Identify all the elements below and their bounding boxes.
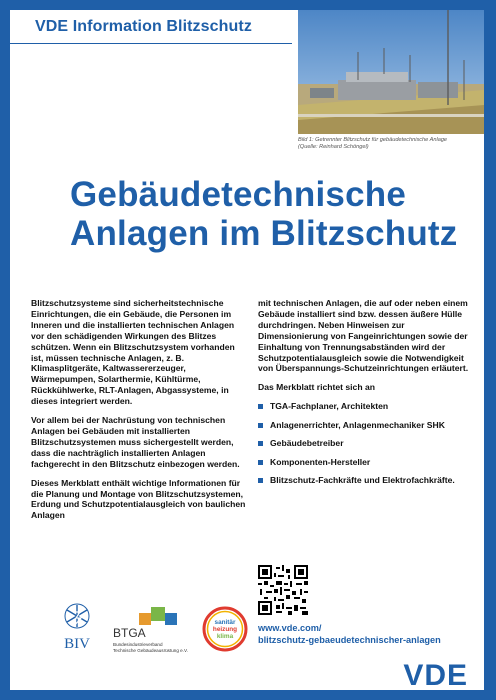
- header-bar: [10, 10, 292, 44]
- bullet-icon: [258, 441, 263, 446]
- biv-logo: [56, 600, 98, 656]
- svg-text:Technische Gebäudeausrüstung e: Technische Gebäudeausrüstung e.V.: [113, 648, 188, 653]
- vde-brand-logo: VDE: [403, 659, 468, 690]
- right-column: [258, 298, 470, 494]
- left-paragraph-2: Vor allem bei der Nachrüstung von technischen Anlagen bei Gebäuden mit installierten Blitzschutzsystemen muss sichergestellt werden, dass die nachträglich installierten Anlagen fachgerecht in den Blitzschutz einbezogen werden.: [31, 415, 240, 469]
- info-link[interactable]: [258, 622, 441, 646]
- main-title: [70, 175, 480, 253]
- list-item: Blitzschutz-Fachkräfte und Elektrofachkräfte.: [258, 475, 470, 486]
- audience-list: [258, 401, 470, 486]
- svg-text:sanitär: sanitär: [214, 619, 236, 626]
- bullet-icon: [258, 423, 263, 428]
- right-paragraph-1: mit technischen Anlagen, die auf oder neben einem Gebäude installiert sind bzw. dessen äußere Hülle durchdringen. Neben Hinweisen zur Dimensionierung von Fangeinrichtungen sowie der Einhaltung von Trennungsabständen wird der Schutzpotentialausgleich sowie die Notwendigkeit von Überspannungs-Schutzeinrichtungen erläutert.: [258, 298, 469, 374]
- svg-text:BTGA: BTGA: [113, 626, 146, 640]
- header-title: VDE Information Blitzschutz: [35, 18, 252, 35]
- svg-text:Bundesindustrieverband: Bundesindustrieverband: [113, 642, 163, 647]
- left-paragraph-1: Blitzschutzsysteme sind sicherheitstechnische Einrichtungen, die ein Gebäude, die Personen im Inneren und die installierten technischen Anlagen vor den schädigenden Wirkungen des Blitzes schützen. Wenn ein Blitzschutzsystem vorhanden ist, müssen technische Anlagen, z. B. Klimasplitgeräte, Kaltwassererzeuger, Wärmepumpen, Solarthermie, Kühltürme, Rückkühlwerke, RLT-Anlagen, Abgassysteme, in dieses integriert werden.: [31, 298, 235, 407]
- list-item: Gebäudebetreiber: [258, 438, 470, 449]
- svg-text:heizung: heizung: [212, 626, 238, 633]
- svg-text:klima: klima: [216, 633, 234, 640]
- document-page: [10, 10, 484, 690]
- photo-caption: [298, 137, 478, 151]
- btga-logo: [113, 607, 203, 657]
- caption-line-2: (Quelle: Reinhard Schöngel): [298, 144, 369, 150]
- qr-code-icon[interactable]: [258, 565, 308, 615]
- caption-line-1: Bild 1: Getrennter Blitzschutz für gebäudetechnische Anlage: [298, 137, 448, 143]
- bullet-icon: [258, 478, 263, 483]
- list-item: Anlagenerrichter, Anlagenmechaniker SHK: [258, 420, 470, 431]
- list-item: Komponenten-Hersteller: [258, 457, 470, 468]
- audience-intro: Das Merkblatt richtet sich an: [258, 382, 376, 393]
- bullet-icon: [258, 404, 263, 409]
- bullet-icon: [258, 460, 263, 465]
- left-paragraph-3: Dieses Merkblatt enthält wichtige Informationen für die Planung und Montage von Blitzschutzsystemen, Erdung und Schutzpotentialausgleich von baulichen Anlagen: [31, 477, 246, 521]
- svg-text:BIV: BIV: [64, 636, 90, 652]
- list-item: TGA-Fachplaner, Architekten: [258, 401, 470, 412]
- sanitaer-heizung-klima-logo: [202, 606, 248, 652]
- left-column: [31, 298, 246, 529]
- rooftop-photo: [298, 10, 484, 134]
- title-line-1: Gebäudetechnische: [70, 175, 407, 214]
- link-line-1[interactable]: www.vde.com/: [258, 623, 322, 633]
- link-line-2[interactable]: blitzschutz-gebaeudetechnischer-anlagen: [258, 635, 441, 645]
- title-line-2: Anlagen im Blitzschutz: [70, 214, 458, 253]
